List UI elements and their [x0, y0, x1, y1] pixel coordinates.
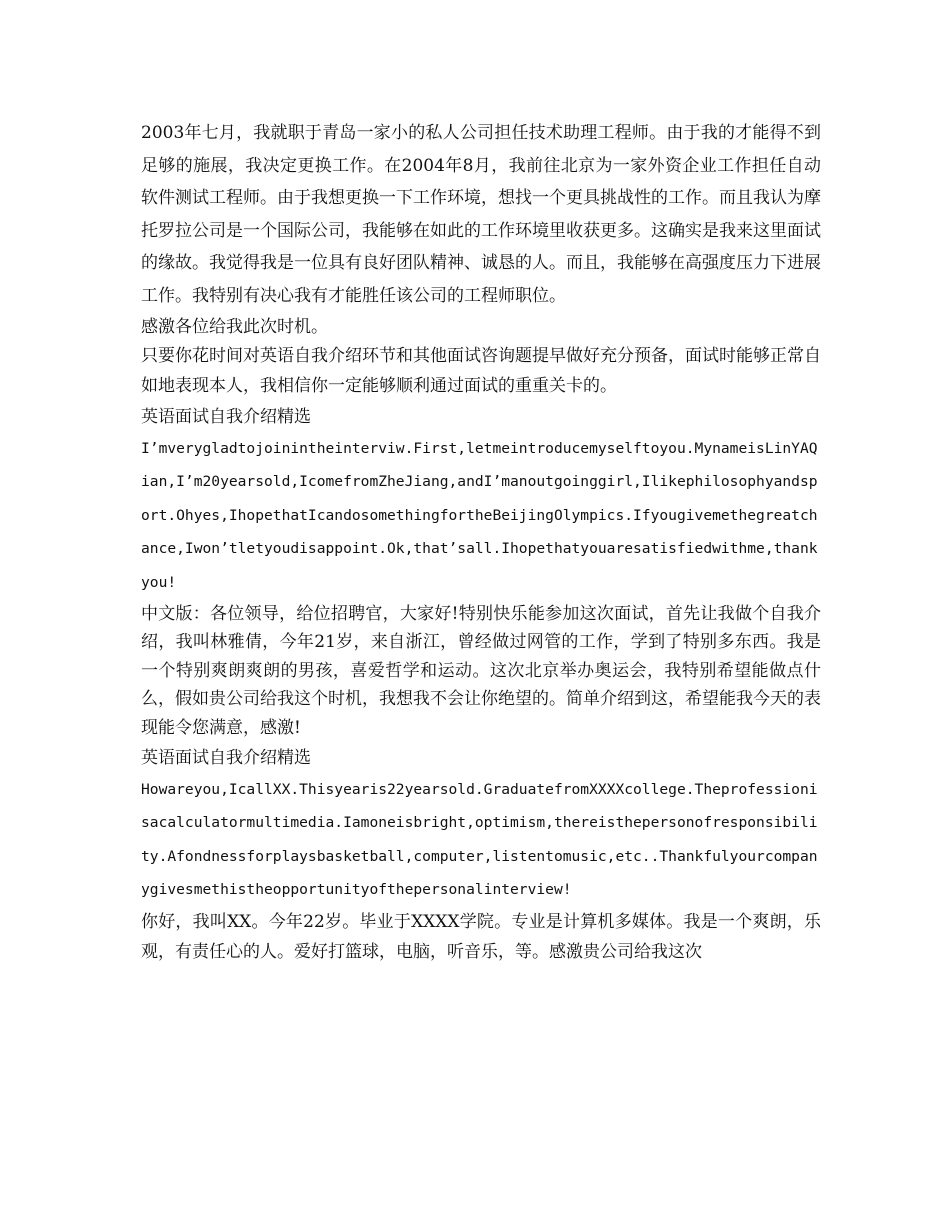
paragraph-work-history: 2003年七月，我就职于青岛一家小的私人公司担任技术助理工程师。由于我的才能得不到足够的施展，我决定更换工作。在2004年8月，我前往北京为一家外资企业工作担任自动软件测试工程师。由于我想更换一下工作环境，想找一个更具挑战性的工作。而且我认为摩托罗拉公司是一个国际公司，我能够在如此的工作环境里收获更多。这确实是我来这里面试的缘故。我觉得我是一位具有良好团队精神、诚恳的人。而且，我能够在高强度压力下进展工作。我特别有决心我有才能胜任该公司的工程师职位。 [141, 123, 821, 306]
paragraph-chinese-version: 你好，我叫XX。今年22岁。毕业于XXXX学院。专业是计算机多媒体。我是一个爽朗，乐观，有责任心的人。爱好打篮球，电脑，听音乐，等。感激贵公司给我这次 [141, 911, 821, 962]
section-heading: 英语面试自我介绍精选 [141, 747, 311, 768]
paragraph-thanks: 感激各位给我此次时机。 [141, 316, 328, 337]
paragraph-chinese-version: 中文版：各位领导，给位招聘官，大家好!特别快乐能参加这次面试，首先让我做个自我介绍，我叫林雅倩，今年21岁，来自浙江，曾经做过网管的工作，学到了特别多东西。我是一个特别爽朗爽朗的男孩，喜爱哲学和运动。这次北京举办奥运会，我特别希望能做点什么，假如贵公司给我这个时机，我想我不会让你绝望的。简单介绍到这，希望能我今天的表现能令您满意，感激! [141, 603, 821, 738]
paragraph-preparation-tip: 只要你花时间对英语自我介绍环节和其他面试咨询题提早做好充分预备，面试时能够正常自如地表现本人，我相信你一定能够顺利通过面试的重重关卡的。 [141, 345, 821, 397]
section-heading: 英语面试自我介绍精选 [141, 406, 311, 427]
paragraph-english-sample: I’mverygladtojoinintheinterviw.First,letmeintroducemyselftoyou.MynameisLinYAQian,I’m20yearsold,IcomefromZheJiang,andI’manoutgoinggirl,Ilikephilosophyandsport.Ohyes,IhopethatIcandosomethingfortheBeijingOlympics.Ifyougivemethegreatchance,Iwon’tletyoudisappoint.Ok,that’sall.Ihopethatyouaresatisfiedwithme,thankyou! [141, 439, 818, 591]
document-body [141, 117, 821, 967]
paragraph-english-sample: Howareyou,IcallXX.Thisyearis22yearsold.GraduatefromXXXXcollege.Theprofessionisacalculatormultimedia.Iamoneisbright,optimism,thereisthepersonofresponsibility.Afondnessforplaysbasketball,computer,listentomusic,etc..Thankfulyourcompanygivesmethistheopportunityofthepersonalinterview! [141, 780, 818, 899]
